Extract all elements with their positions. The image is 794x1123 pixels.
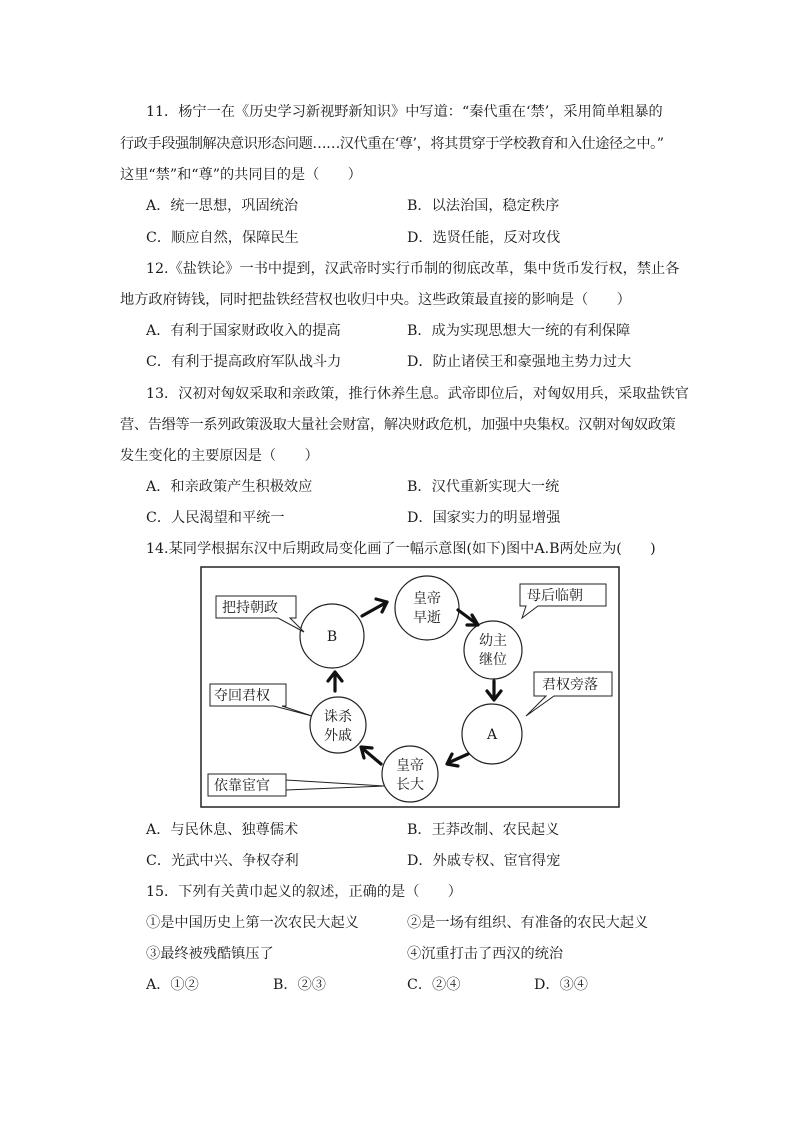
q11-option-d: D．选贤任能，反对攻伐 — [407, 230, 561, 246]
q11-option-b: B．以法治国，稳定秩序 — [407, 198, 560, 214]
q13-option-b: B．汉代重新实现大一统 — [407, 479, 560, 495]
node-kill-relatives-text1: 诛杀 — [324, 709, 352, 725]
q14-stem-line1: 14.某同学根据东汉中后期政局变化画了一幅示意图(如下)图中A.B两处应为( ) — [146, 541, 656, 557]
q13-stem-line2: 营、告缗等一系列政策汲取大量社会财富，解决财政危机，加强中央集权。汉朝对匈奴政策 — [120, 417, 676, 433]
q14-option-d: D．外戚专权、宦官得宠 — [407, 853, 561, 869]
node-a-label: A — [486, 727, 498, 743]
q14-option-c: C．光武中兴、争权夺利 — [146, 853, 299, 869]
callout-rely-on-eunuchs-text: 依靠宦官 — [214, 778, 270, 794]
politics-cycle-diagram — [200, 566, 621, 809]
node-b-label: B — [326, 629, 338, 645]
q15-statement-2: ②是一场有组织、有准备的农民大起义 — [407, 915, 649, 931]
node-emperor-dies-text2: 早逝 — [413, 610, 441, 626]
callout-power-loss-text: 君权旁落 — [542, 677, 598, 693]
q12-stem-line2: 地方政府铸钱，同时把盐铁经营权也收归中央。这些政策最直接的影响是（ ） — [120, 292, 631, 308]
node-emperor-grown-text1: 皇帝 — [396, 758, 424, 774]
q12-option-c: C．有利于提高政府军队战斗力 — [146, 354, 342, 370]
node-emperor-grown-circle — [382, 746, 438, 802]
callout-control-government-text: 把持朝政 — [222, 600, 278, 616]
node-young-ruler-circle — [464, 621, 522, 679]
q11-stem-line2: 行政手段强制解决意识形态问题……汉代重在‘尊’，将其贯穿于学校教育和入仕途径之中。” — [120, 136, 664, 152]
node-emperor-dies-circle — [395, 576, 459, 640]
q12-option-b: B．成为实现思想大一统的有利保障 — [407, 323, 631, 339]
q11-option-c: C．顺应自然，保障民生 — [146, 230, 299, 246]
q13-stem-line1: 13．汉初对匈奴采取和亲政策，推行休养生息。武帝即位后，对匈奴用兵，采取盐铁官 — [146, 386, 689, 402]
q12-option-a: A．有利于国家财政收入的提高 — [146, 323, 341, 339]
q13-option-a: A．和亲政策产生积极效应 — [146, 479, 313, 495]
q15-stem-line1: 15．下列有关黄巾起义的叙述，正确的是（ ） — [146, 884, 462, 900]
callout-regain-power-text: 夺回君权 — [214, 688, 270, 704]
q15-statement-3: ③最终被残酷镇压了 — [146, 946, 274, 962]
q13-option-c: C．人民渴望和平统一 — [146, 510, 285, 526]
q15-option-b: B．②③ — [273, 977, 326, 993]
q15-statement-4: ④沉重打击了西汉的统治 — [407, 946, 564, 962]
q15-statement-1: ①是中国历史上第一次农民大起义 — [146, 915, 359, 931]
node-young-ruler-text1: 幼主 — [479, 633, 507, 649]
q11-stem-line3: 这里“禁”和“尊”的共同目的是（ ） — [120, 167, 362, 183]
q14-option-a: A．与民休息、独尊儒术 — [146, 822, 299, 838]
node-kill-relatives-text2: 外戚 — [324, 728, 352, 744]
q13-stem-line3: 发生变化的主要原因是（ ） — [120, 448, 319, 464]
node-emperor-dies-text1: 皇帝 — [413, 591, 441, 607]
q11-stem-line1: 11．杨宁一在《历史学习新视野新知识》中写道：“秦代重在‘禁’，采用简单粗暴的 — [146, 104, 663, 120]
node-young-ruler-text2: 继位 — [479, 652, 507, 668]
q12-option-d: D．防止诸侯王和豪强地主势力过大 — [407, 354, 632, 370]
q15-option-c: C．②④ — [407, 977, 461, 993]
callout-empress-regency-text: 母后临朝 — [527, 588, 583, 604]
q15-option-a: A．①② — [146, 977, 199, 993]
q14-option-b: B．王莽改制、农民起义 — [407, 822, 560, 838]
node-emperor-grown-text2: 长大 — [396, 777, 424, 793]
q15-option-d: D．③④ — [534, 977, 588, 993]
q11-option-a: A．统一思想，巩固统治 — [146, 198, 299, 214]
q13-option-d: D．国家实力的明显增强 — [407, 510, 561, 526]
node-kill-relatives-circle — [310, 697, 366, 753]
q12-stem-line1: 12.《盐铁论》一书中提到，汉武帝时实行币制的彻底改革，集中货币发行权，禁止各 — [146, 261, 680, 277]
